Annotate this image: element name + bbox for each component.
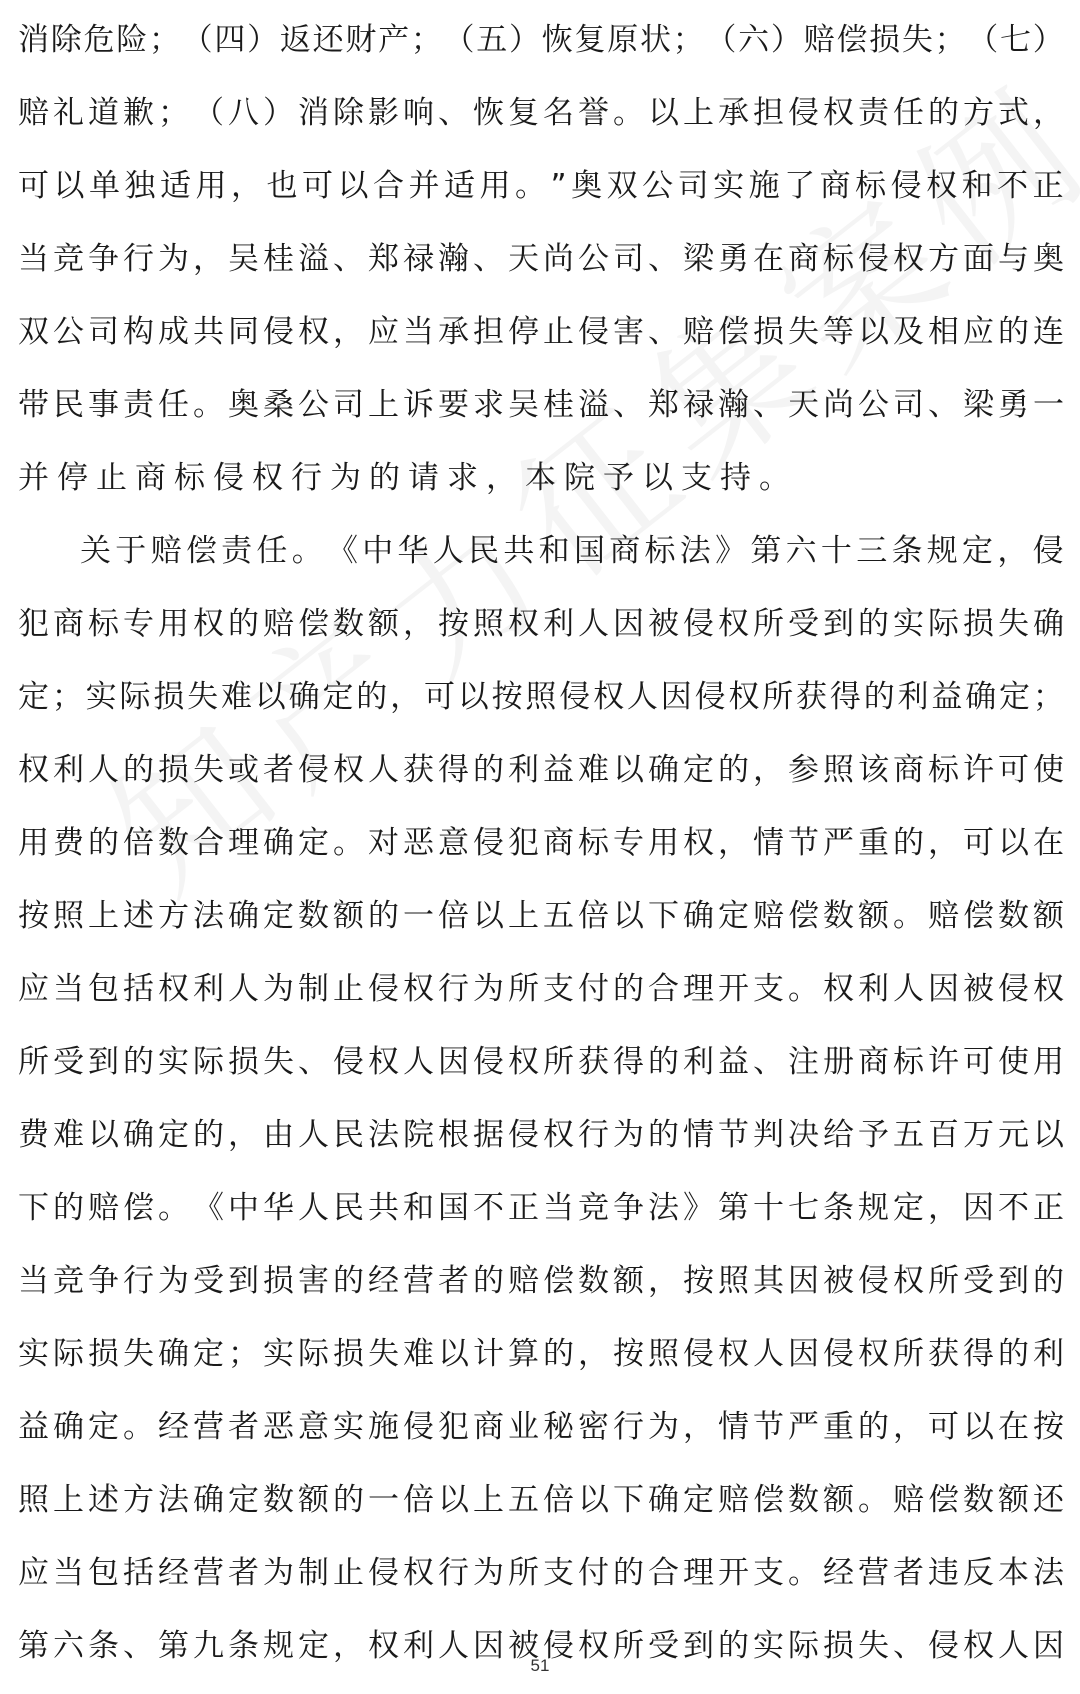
page-number: 51 bbox=[530, 1656, 550, 1675]
text-line: 用 费 的 倍 数 合 理 确 定 。 对 恶 意 侵 犯 商 标 专 用 权 ， 情 节 严 重 的 ， 可 以 在 bbox=[18, 825, 1064, 861]
text-line: 下 的 赔 偿 。 《 中 华 人 民 共 和 国 不 正 当 竞 争 法 》 第 十 七 条 规 定 ， 因 不 正 bbox=[18, 1190, 1064, 1226]
text-line: 权 利 人 的 损 失 或 者 侵 权 人 获 得 的 利 益 难 以 确 定 的 ， 参 照 该 商 标 许 可 使 bbox=[18, 752, 1064, 788]
text-line: 犯 商 标 专 用 权 的 赔 偿 数 额 ， 按 照 权 利 人 因 被 侵 权 所 受 到 的 实 际 损 失 确 bbox=[18, 606, 1064, 642]
text-line: 当 竞 争 行 为 ， 吴 桂 溢 、 郑 禄 瀚 、 天 尚 公 司 、 梁 勇 在 商 标 侵 权 方 面 与 奥 bbox=[18, 241, 1064, 277]
text-line: 可 以 单 独 适 用 ， 也 可 以 合 并 适 用 。 ” 奥 双 公 司 实 施 了 商 标 侵 权 和 不 正 bbox=[18, 168, 1064, 204]
text-line: 赔 礼 道 歉 ； （ 八 ） 消 除 影 响 、 恢 复 名 誉 。 以 上 承 担 侵 权 责 任 的 方 式 ， bbox=[18, 95, 1064, 131]
text-line: 定 ； 实 际 损 失 难 以 确 定 的 ， 可 以 按 照 侵 权 人 因 侵 权 所 获 得 的 利 益 确 定 ； bbox=[18, 679, 1064, 715]
text-line: 照 上 述 方 法 确 定 数 额 的 一 倍 以 上 五 倍 以 下 确 定 赔 偿 数 额 。 赔 偿 数 额 还 bbox=[18, 1482, 1064, 1518]
text-line: 第 六 条 、 第 九 条 规 定 ， 权 利 人 因 被 侵 权 所 受 到 的 实 际 损 失 、 侵 权 人 因 bbox=[18, 1628, 1064, 1664]
text-line: 双 公 司 构 成 共 同 侵 权 ， 应 当 承 担 停 止 侵 害 、 赔 偿 损 失 等 以 及 相 应 的 连 bbox=[18, 314, 1064, 350]
text-line: 应 当 包 括 经 营 者 为 制 止 侵 权 行 为 所 支 付 的 合 理 开 支 。 经 营 者 违 反 本 法 bbox=[18, 1555, 1064, 1591]
text-line: 并停止商标侵权行为的请求，本院予以支持。 bbox=[18, 460, 798, 496]
body-text bbox=[18, 4, 1064, 1683]
text-line: 应 当 包 括 权 利 人 为 制 止 侵 权 行 为 所 支 付 的 合 理 开 支 。 权 利 人 因 被 侵 权 bbox=[18, 971, 1064, 1007]
text-line: 所 受 到 的 实 际 损 失 、 侵 权 人 因 侵 权 所 获 得 的 利 益 、 注 册 商 标 许 可 使 用 bbox=[18, 1044, 1064, 1080]
text-line: 按 照 上 述 方 法 确 定 数 额 的 一 倍 以 上 五 倍 以 下 确 定 赔 偿 数 额 。 赔 偿 数 额 bbox=[18, 898, 1064, 934]
paragraph-start-line: 关 于 赔 偿 责 任 。 《 中 华 人 民 共 和 国 商 标 法 》 第 六 十 三 条 规 定 ， 侵 bbox=[80, 533, 1064, 569]
text-line: 带 民 事 责 任 。 奥 桑 公 司 上 诉 要 求 吴 桂 溢 、 郑 禄 瀚 、 天 尚 公 司 、 梁 勇 一 bbox=[18, 387, 1064, 423]
text-line: 实 际 损 失 确 定 ； 实 际 损 失 难 以 计 算 的 ， 按 照 侵 权 人 因 侵 权 所 获 得 的 利 bbox=[18, 1336, 1064, 1372]
text-line: 费 难 以 确 定 的 ， 由 人 民 法 院 根 据 侵 权 行 为 的 情 节 判 决 给 予 五 百 万 元 以 bbox=[18, 1117, 1064, 1153]
text-line: 当 竞 争 行 为 受 到 损 害 的 经 营 者 的 赔 偿 数 额 ， 按 照 其 因 被 侵 权 所 受 到 的 bbox=[18, 1263, 1064, 1299]
text-line: 益 确 定 。 经 营 者 恶 意 实 施 侵 犯 商 业 秘 密 行 为 ， 情 节 严 重 的 ， 可 以 在 按 bbox=[18, 1409, 1064, 1445]
text-line: 消 除 危 险 ； （ 四 ） 返 还 财 产 ； （ 五 ） 恢 复 原 状 ； （ 六 ） 赔 偿 损 失 ； （ 七 ） bbox=[18, 22, 1064, 58]
